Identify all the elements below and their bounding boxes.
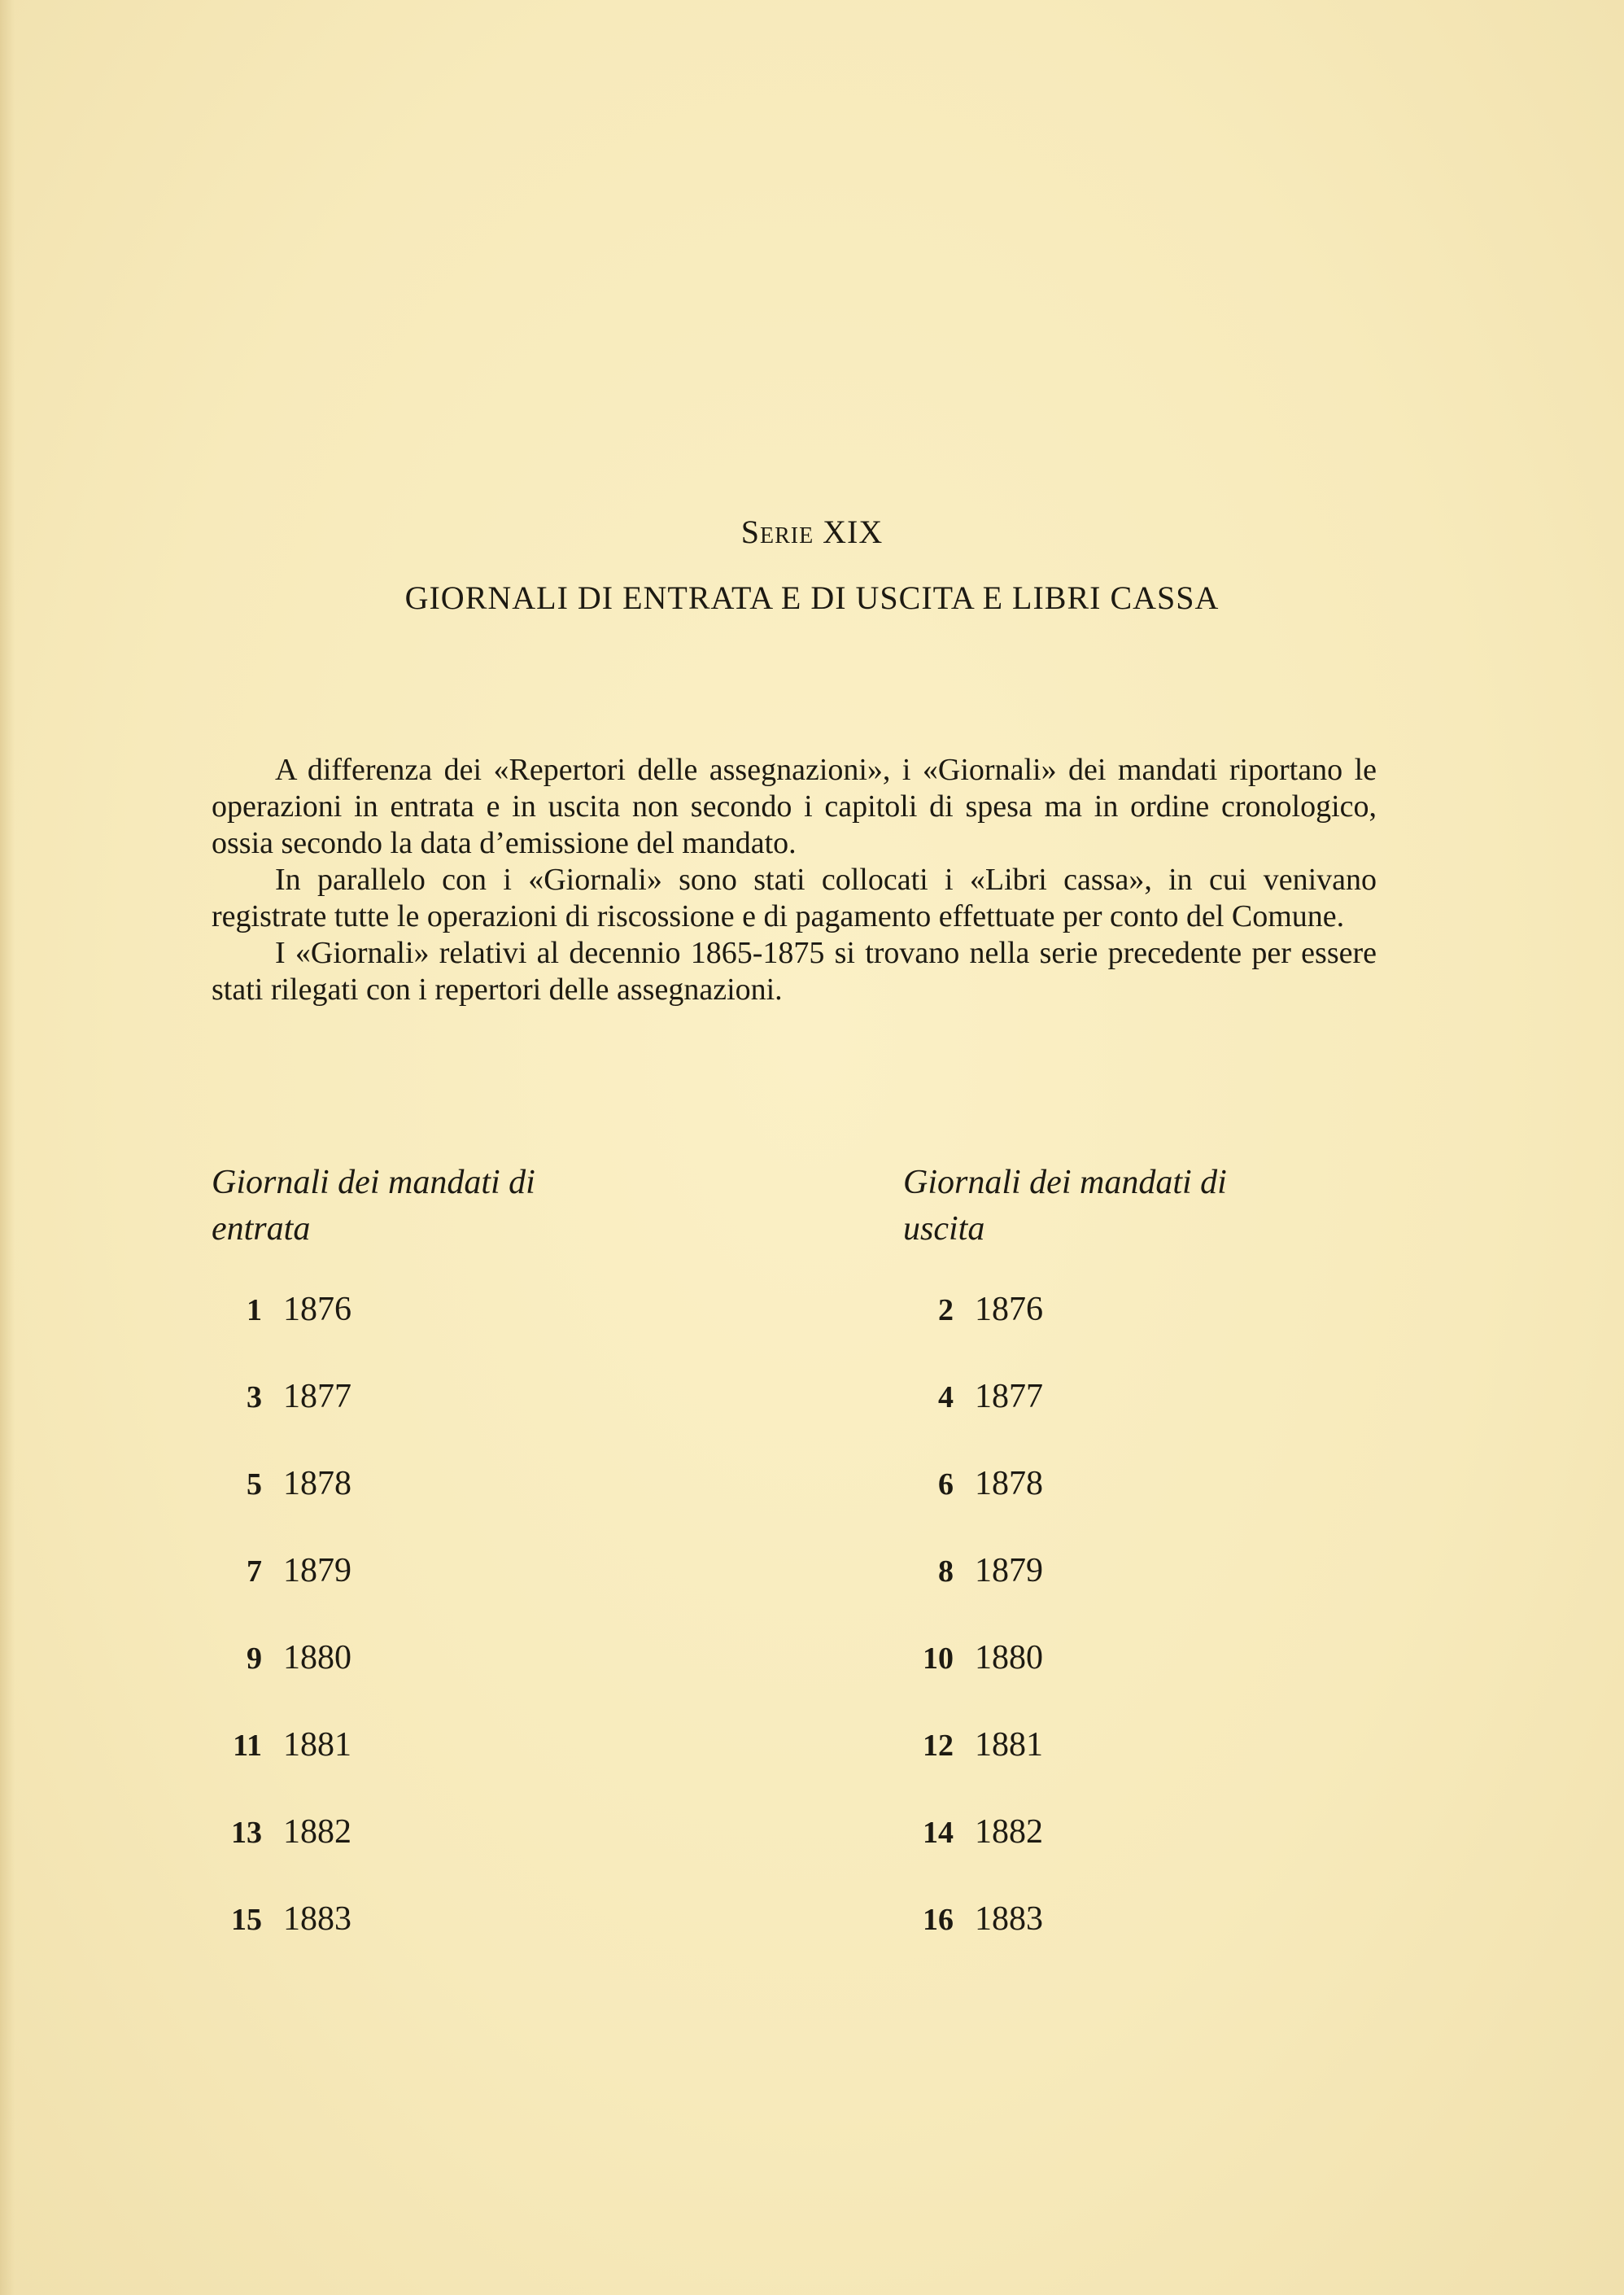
intro-paragraph: I «Giornali» relativi al decennio 1865-1875 si trovano nella serie precedente per essere stati rilegati con i repertori delle assegnazioni. — [212, 936, 1377, 1007]
entrata-title — [212, 1160, 667, 1252]
uscita-title-line: uscita — [903, 1210, 985, 1248]
entrata-column — [212, 1160, 667, 1987]
item-number: 9 — [247, 1641, 262, 1676]
item-number: 1 — [247, 1293, 262, 1327]
item-number: 5 — [247, 1467, 262, 1502]
intro-text — [212, 752, 1377, 1008]
item-year: 1883 — [283, 1900, 351, 1938]
list-item — [212, 1290, 667, 1377]
list-item — [903, 1638, 1359, 1725]
item-year: 1878 — [283, 1465, 351, 1502]
item-number: 3 — [247, 1380, 262, 1414]
list-item — [903, 1464, 1359, 1551]
list-item — [212, 1551, 667, 1638]
list-item — [212, 1377, 667, 1464]
entrata-list — [212, 1290, 667, 1987]
list-item — [212, 1725, 667, 1812]
item-year: 1879 — [975, 1552, 1043, 1589]
item-year: 1876 — [975, 1291, 1043, 1328]
item-year: 1882 — [975, 1813, 1043, 1851]
uscita-title — [903, 1160, 1359, 1252]
list-item — [903, 1290, 1359, 1377]
item-number: 7 — [247, 1554, 262, 1589]
item-number: 12 — [923, 1729, 954, 1763]
list-item — [212, 1812, 667, 1899]
list-item — [903, 1812, 1359, 1899]
item-year: 1881 — [283, 1726, 351, 1764]
list-item — [903, 1551, 1359, 1638]
page-edge — [0, 0, 15, 2295]
list-item — [903, 1725, 1359, 1812]
item-number: 8 — [938, 1554, 954, 1589]
item-year: 1877 — [975, 1378, 1043, 1415]
item-number: 6 — [938, 1467, 954, 1502]
item-year: 1880 — [283, 1639, 351, 1676]
item-year: 1877 — [283, 1378, 351, 1415]
item-number: 14 — [923, 1816, 954, 1850]
entrata-title-line: entrata — [212, 1210, 311, 1248]
list-item — [903, 1899, 1359, 1987]
uscita-column — [903, 1160, 1359, 1987]
item-number: 13 — [231, 1816, 262, 1850]
item-year: 1883 — [975, 1900, 1043, 1938]
series-header — [0, 513, 1624, 617]
list-item — [212, 1638, 667, 1725]
item-year: 1881 — [975, 1726, 1043, 1764]
item-year: 1876 — [283, 1291, 351, 1328]
item-number: 11 — [233, 1729, 262, 1763]
item-year: 1879 — [283, 1552, 351, 1589]
item-number: 10 — [923, 1641, 954, 1676]
list-item — [903, 1377, 1359, 1464]
item-number: 2 — [938, 1293, 954, 1327]
series-label: Serie XIX — [740, 514, 884, 550]
list-item — [212, 1464, 667, 1551]
uscita-title-line: Giornali dei mandati di — [903, 1164, 1227, 1201]
item-number: 16 — [923, 1903, 954, 1937]
uscita-list — [903, 1290, 1359, 1987]
item-number: 4 — [938, 1380, 954, 1414]
item-number: 15 — [231, 1903, 262, 1937]
item-year: 1880 — [975, 1639, 1043, 1676]
list-item — [212, 1899, 667, 1987]
intro-paragraph: In parallelo con i «Giornali» sono stati collocati i «Libri cassa», in cui venivano registrate tutte le operazioni di riscossione e di pagamento effettuate per conto del Comune. — [212, 863, 1377, 933]
item-year: 1882 — [283, 1813, 351, 1851]
section-title: GIORNALI DI ENTRATA E DI USCITA E LIBRI CASSA — [404, 579, 1220, 616]
intro-paragraph: A differenza dei «Repertori delle assegnazioni», i «Giornali» dei mandati riportano le operazioni in entrata e in uscita non secondo i capitoli di spesa ma in ordine cronologico, ossia secondo la data d’emissione del mandato. — [212, 753, 1377, 860]
entrata-title-line: Giornali dei mandati di — [212, 1164, 535, 1201]
item-year: 1878 — [975, 1465, 1043, 1502]
